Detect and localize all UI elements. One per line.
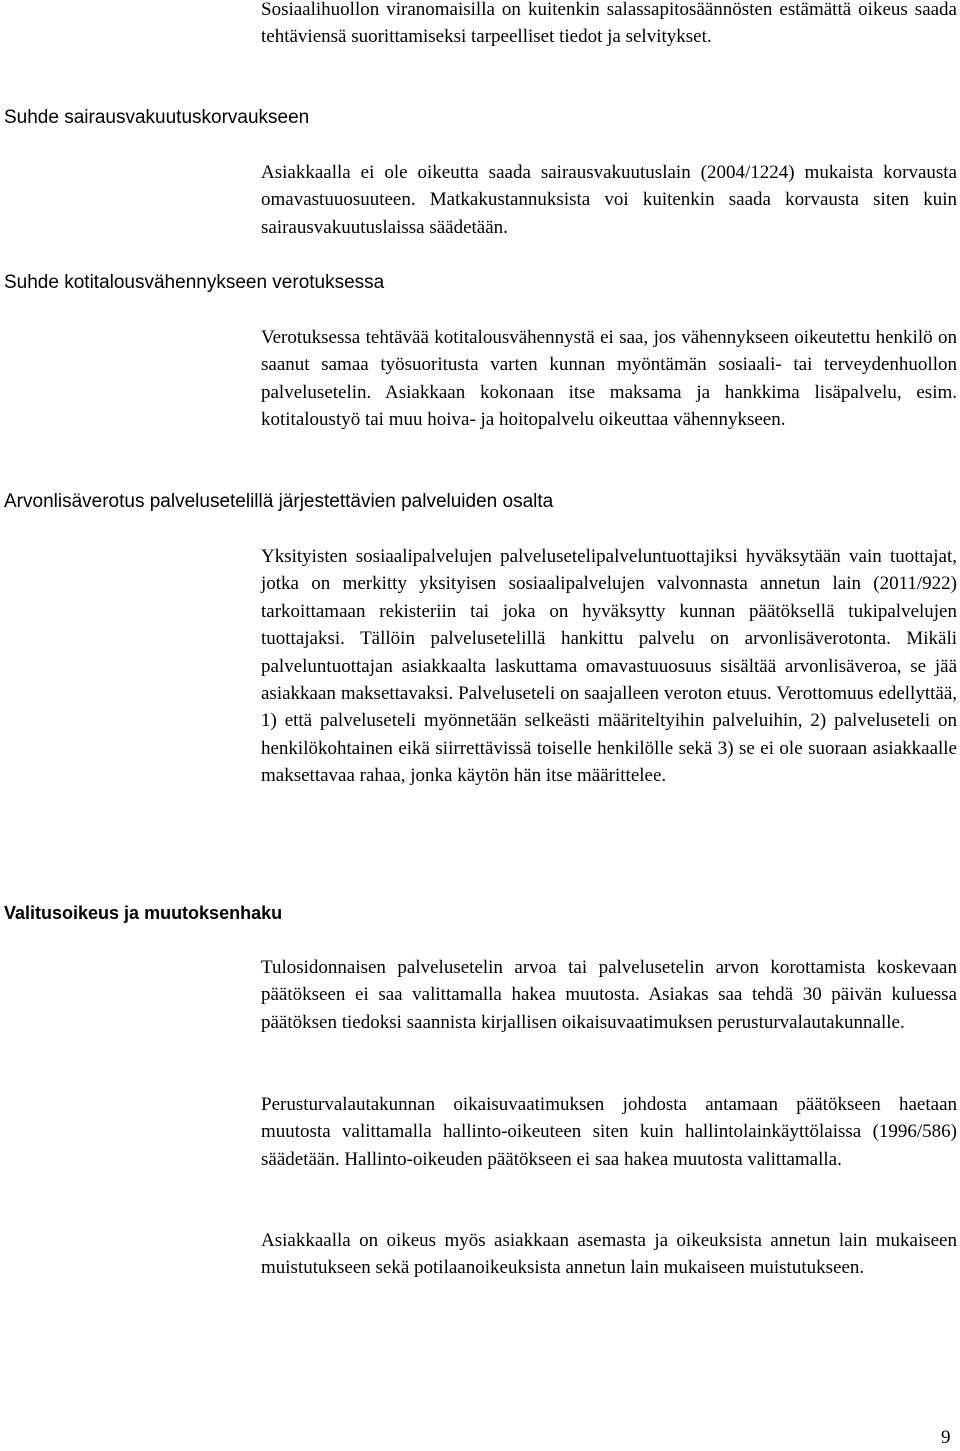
paragraph-confidentiality: Sosiaalihuollon viranomaisilla on kuitenkin salassapitosäännösten estämättä oikeus saada tehtäviensä suorittamiseksi tarpeelliset tiedot ja selvitykset. [261, 0, 957, 48]
paragraph-household-deduction: Verotuksessa tehtävää kotitalousvähennystä ei saa, jos vähennykseen oikeutettu henkilö on saanut samaa työsuoritusta varten kunnan myöntämän sosiaali- tai terveydenhuollon palvelusetelin. Asiakkaan kokonaan itse maksama ja hankkima lisäpalvelu, esim. kotitaloustyö tai muu hoiva- ja hoitopalvelu oikeuttaa vähennykseen. [261, 327, 957, 431]
paragraph-appeal-1: Tulosidonnaisen palvelusetelin arvoa tai palvelusetelin arvon korottamista koskevaan päätökseen ei saa valittamalla hakea muutosta. Asiakas saa tehdä 30 päivän kuluessa päätöksen tiedoksi saannista kirjallisen oikaisuvaatimuksen perusturvalautakunnalle. [261, 957, 957, 1033]
heading-household-deduction: Suhde kotitalousvähennykseen verotuksessa [4, 272, 385, 293]
paragraph-appeal-3: Asiakkaalla on oikeus myös asiakkaan asemasta ja oikeuksista annetun lain mukaiseen muistutukseen sekä potilaanoikeuksista annetun lain mukaiseen muistutukseen. [261, 1230, 957, 1279]
heading-sickness-insurance: Suhde sairausvakuutuskorvaukseen [4, 107, 310, 128]
heading-vat: Arvonlisäverotus palvelusetelillä järjestettävien palveluiden osalta [4, 491, 554, 512]
paragraph-sickness-insurance: Asiakkaalla ei ole oikeutta saada sairausvakuutuslain (2004/1224) mukaista korvausta omavastuuosuuteen. Matkakustannuksista voi kuitenkin saada korvausta siten kuin sairausvakuutuslaissa säädetään. [261, 162, 957, 238]
page-number: 9 [941, 1427, 951, 1448]
paragraph-vat: Yksityisten sosiaalipalvelujen palvelusetelipalveluntuottajiksi hyväksytään vain tuottajat, jotka on merkitty yksityisen sosiaalipalvelujen valvonnasta annetun lain (2011/922) tarkoittamaan rekisteriin tai joka on hyväksytty kunnan päätöksellä tukipalvelujen tuottajaksi. Tällöin palvelusetelillä hankittu palvelu on arvonlisäverotonta. Mikäli palveluntuottajan asiakkaalta laskuttama omavastuuosuus sisältää arvonlisäveroa, se jää asiakkaan maksettavaksi. Palveluseteli on saajalleen veroton etuus. Verottomuus edellyttää, 1) että palveluseteli myönnetään selkeästi määriteltyihin palveluihin, 2) palveluseteli on henkilökohtainen eikä siirrettävissä toiselle henkilölle sekä 3) se ei ole suoraan asiakkaalle maksettavaa rahaa, jonka käytön hän itse määrittelee. [261, 546, 957, 787]
heading-appeal: Valitusoikeus ja muutoksenhaku [4, 903, 283, 923]
paragraph-appeal-2: Perusturvalautakunnan oikaisuvaatimuksen johdosta antamaan päätökseen haetaan muutosta valittamalla hallinto-oikeuteen siten kuin hallintolainkäyttölaissa (1996/586) säädetään. Hallinto-oikeuden päätökseen ei saa hakea muutosta valittamalla. [261, 1094, 957, 1170]
